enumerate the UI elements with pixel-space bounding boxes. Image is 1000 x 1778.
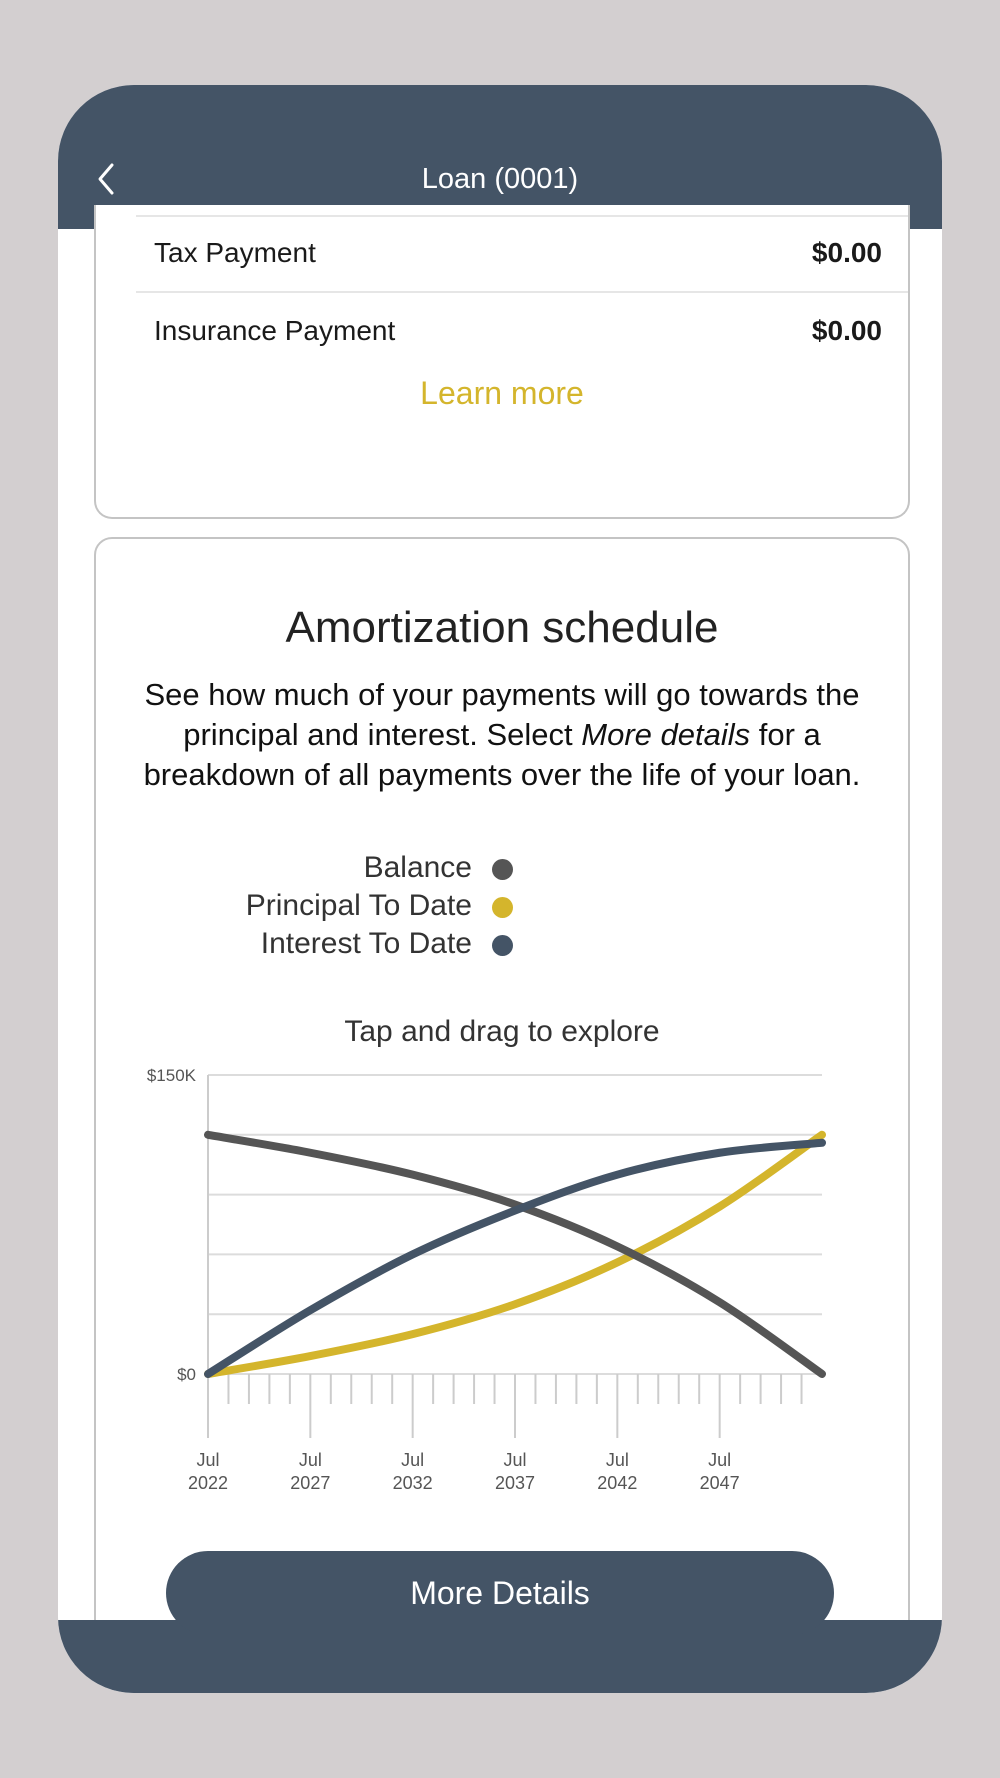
- x-tick-label: Jul: [298, 1450, 322, 1470]
- x-tick-label: 2027: [290, 1473, 331, 1493]
- x-tick-label: 2042: [597, 1473, 638, 1493]
- tap-hint: Tap and drag to explore: [344, 1015, 660, 1048]
- x-tick-label: Jul: [196, 1450, 220, 1470]
- description-text: See how much of your payments will go towards the principal and interest. Select: [144, 677, 860, 752]
- page-title: Loan (0001): [421, 163, 579, 195]
- legend-label: Principal To Date: [245, 889, 472, 922]
- x-tick-label: 2032: [392, 1473, 433, 1493]
- row-label: Insurance Payment: [154, 315, 396, 346]
- phone-screen: [58, 85, 942, 1693]
- learn-more-link[interactable]: Learn more: [420, 375, 584, 411]
- interest-line: [208, 1143, 822, 1374]
- x-tick-label: 2022: [187, 1473, 229, 1493]
- x-tick-label: Jul: [605, 1450, 629, 1470]
- legend-label: Balance: [363, 851, 472, 884]
- x-tick-label: Jul: [503, 1450, 527, 1470]
- x-tick-label: 2047: [699, 1473, 740, 1493]
- x-tick-label: Jul: [708, 1450, 732, 1470]
- payment-details-card: [94, 205, 910, 519]
- y-tick-label: $150K: [146, 1066, 196, 1085]
- row-label: Tax Payment: [154, 237, 316, 268]
- amortization-card: [94, 537, 910, 1693]
- x-tick-label: Jul: [401, 1450, 425, 1470]
- more-details-button[interactable]: More Details: [166, 1551, 834, 1635]
- legend-label: Interest To Date: [260, 927, 472, 960]
- insurance-payment-row: [136, 295, 908, 371]
- y-tick-label: $0: [177, 1365, 196, 1384]
- row-value: $0.00: [811, 315, 882, 346]
- row-value: $0.00: [811, 237, 882, 268]
- amortization-chart[interactable]: [96, 539, 912, 1693]
- tax-payment-row: [136, 217, 908, 293]
- description-emphasis: More details: [581, 717, 751, 752]
- amortization-title: Amortization schedule: [285, 603, 719, 652]
- description-text: for a breakdown of all payments over the life of your loan.: [143, 717, 861, 792]
- x-tick-label: 2037: [494, 1473, 536, 1493]
